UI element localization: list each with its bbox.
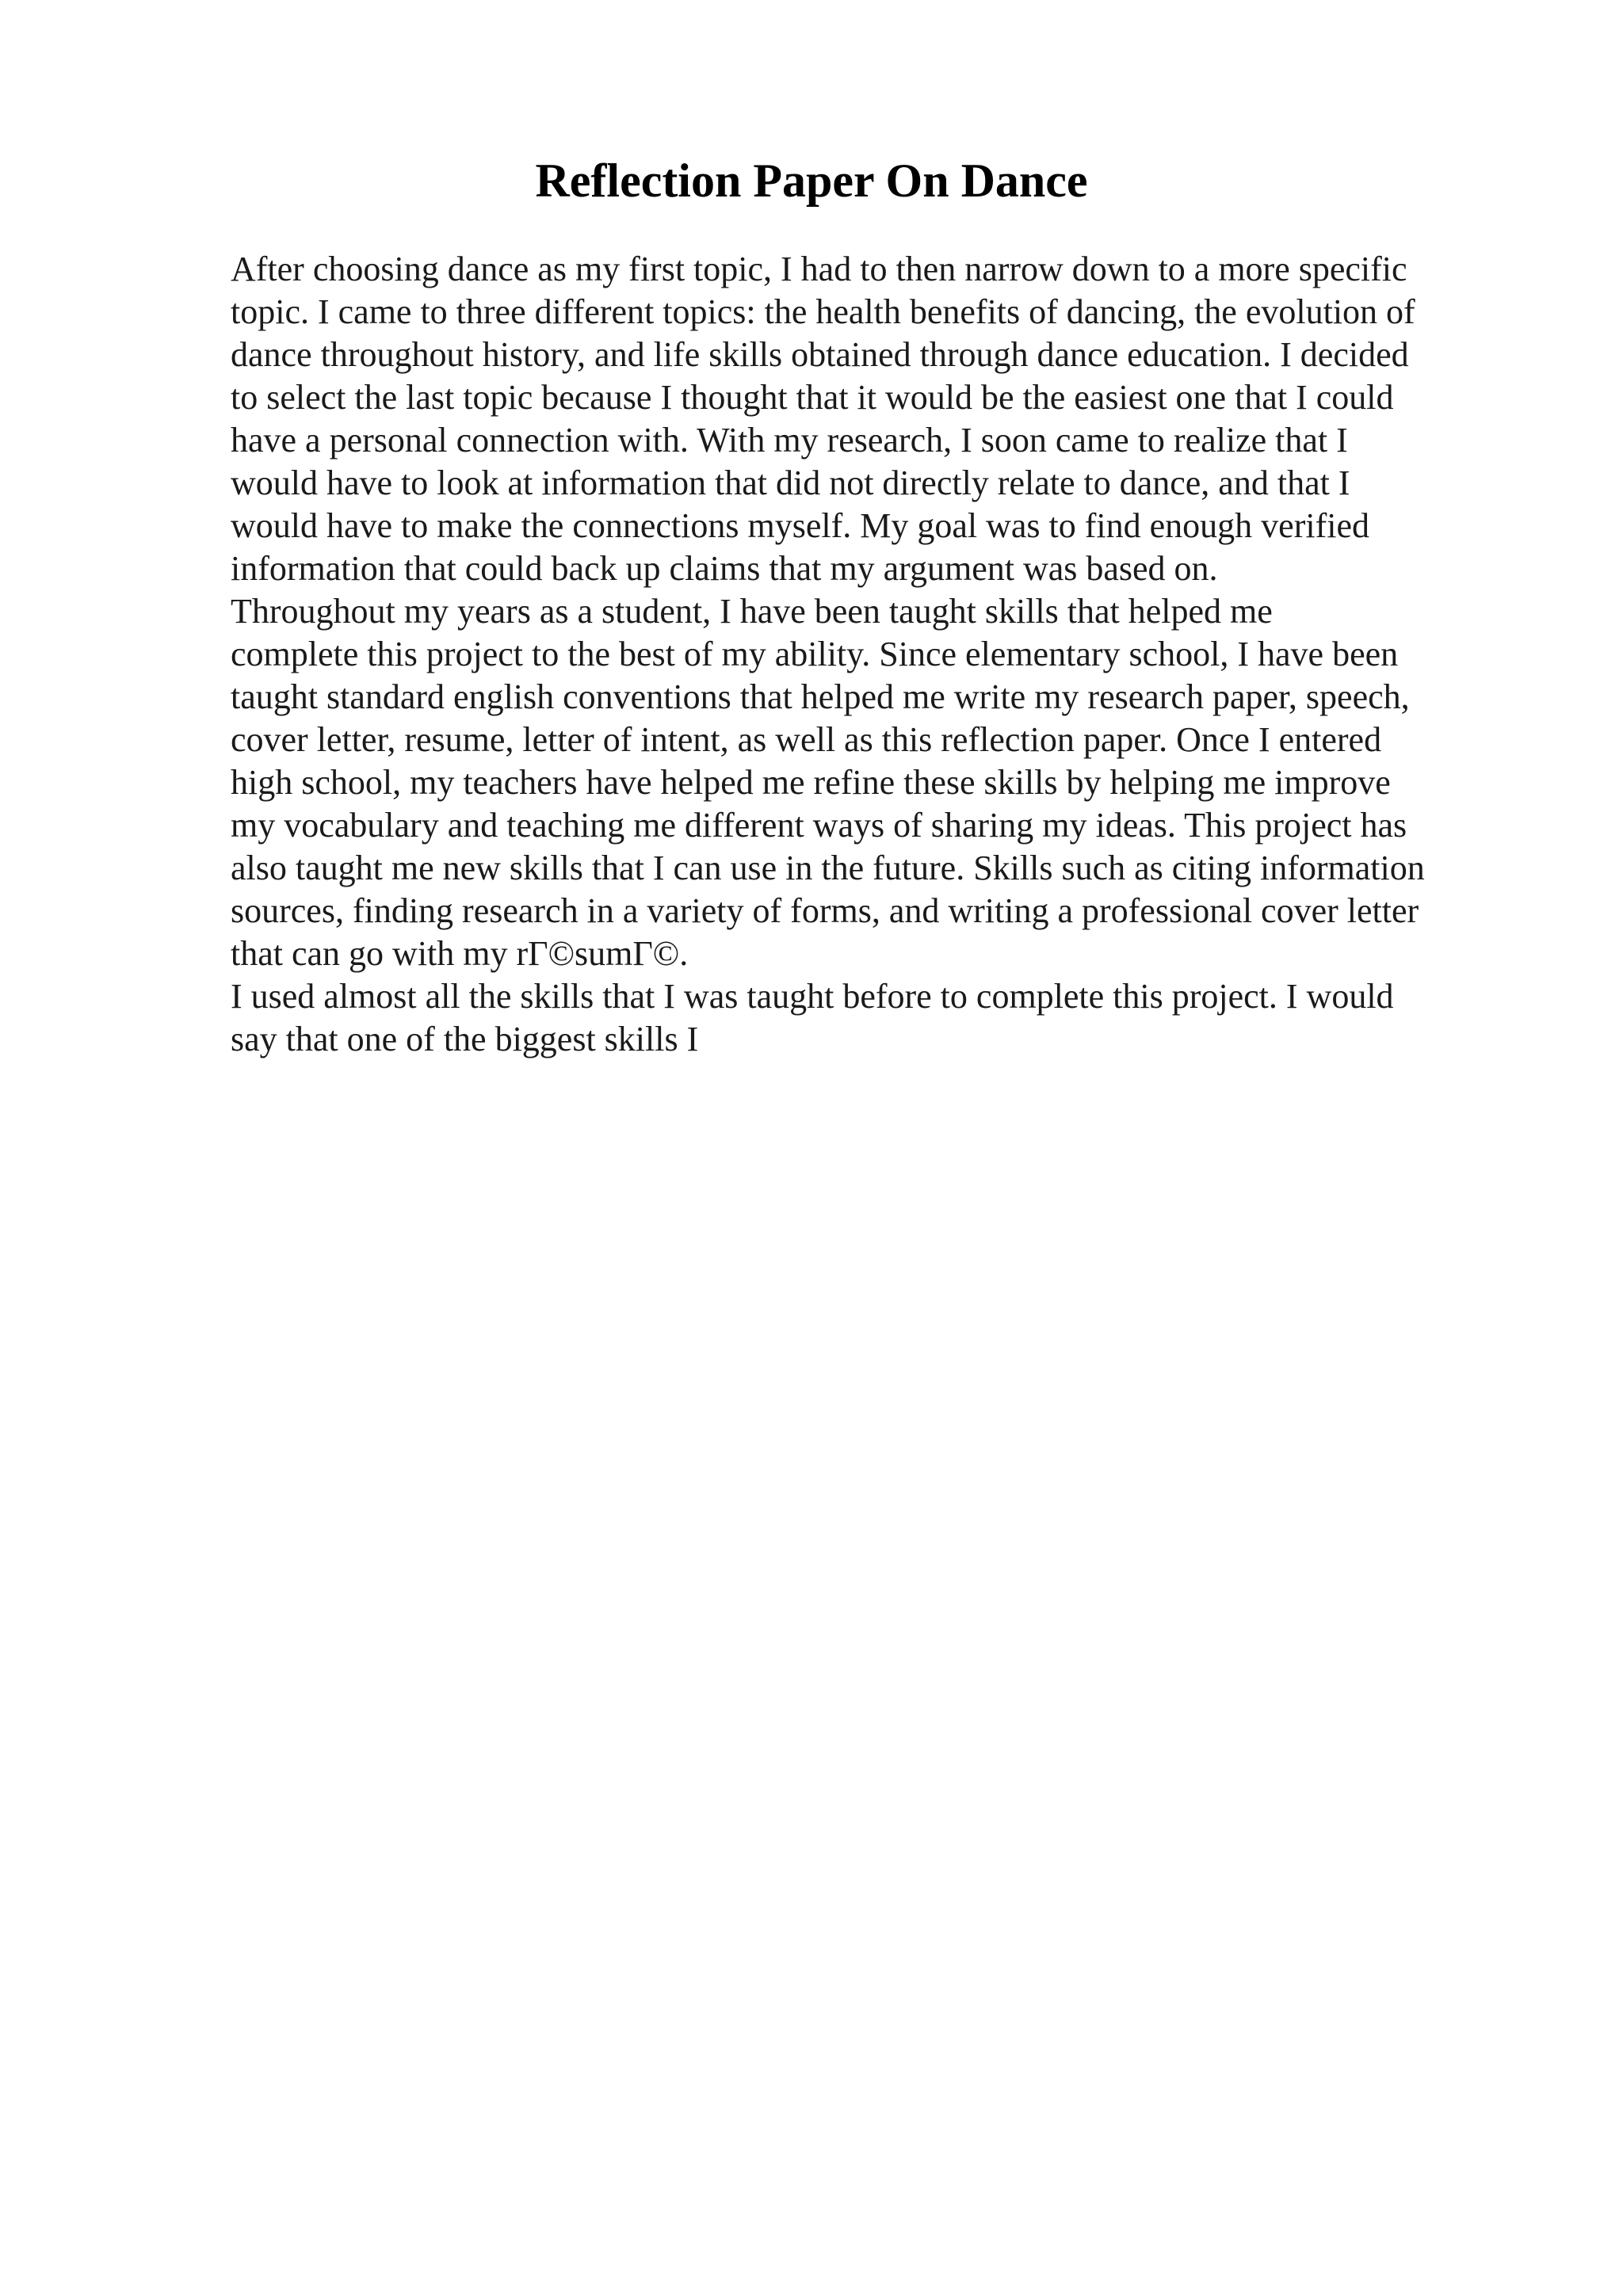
body-line: would have to make the connections myself. My goal was to find enough verified (231, 506, 1369, 545)
body-line: Throughout my years as a student, I have been taught skills that helped me (231, 592, 1273, 631)
body-line: dance throughout history, and life skills obtained through dance education. I decided (231, 335, 1409, 374)
body-line: would have to look at information that did not directly relate to dance, and that I (231, 463, 1350, 502)
body-line: high school, my teachers have helped me refine these skills by helping me improve (231, 763, 1391, 802)
body-line: have a personal connection with. With my research, I soon came to realize that I (231, 421, 1348, 460)
body-line: also taught me new skills that I can use in the future. Skills such as citing information (231, 849, 1425, 887)
body-line: cover letter, resume, letter of intent, as well as this reflection paper. Once I entered (231, 720, 1382, 759)
body-line: my vocabulary and teaching me different ways of sharing my ideas. This project has (231, 806, 1407, 845)
body-line: topic. I came to three different topics: the health benefits of dancing, the evolution of (231, 292, 1415, 331)
body-line: After choosing dance as my first topic, I had to then narrow down to a more specific (231, 250, 1407, 288)
body-line: sources, finding research in a variety of forms, and writing a professional cover letter (231, 891, 1419, 930)
body-line: information that could back up claims that my argument was based on. (231, 549, 1218, 588)
body-line: taught standard english conventions that helped me write my research paper, speech, (231, 677, 1410, 716)
body-line: to select the last topic because I thought that it would be the easiest one that I could (231, 378, 1394, 417)
body-line: complete this project to the best of my ability. Since elementary school, I have been (231, 635, 1399, 673)
body-line: say that one of the biggest skills I (231, 1020, 699, 1058)
body-line: I used almost all the skills that I was taught before to complete this project. I would (231, 977, 1394, 1016)
body-line: that can go with my rΓ©sumΓ©. (231, 934, 689, 973)
page-title: Reflection Paper On Dance (535, 154, 1088, 207)
